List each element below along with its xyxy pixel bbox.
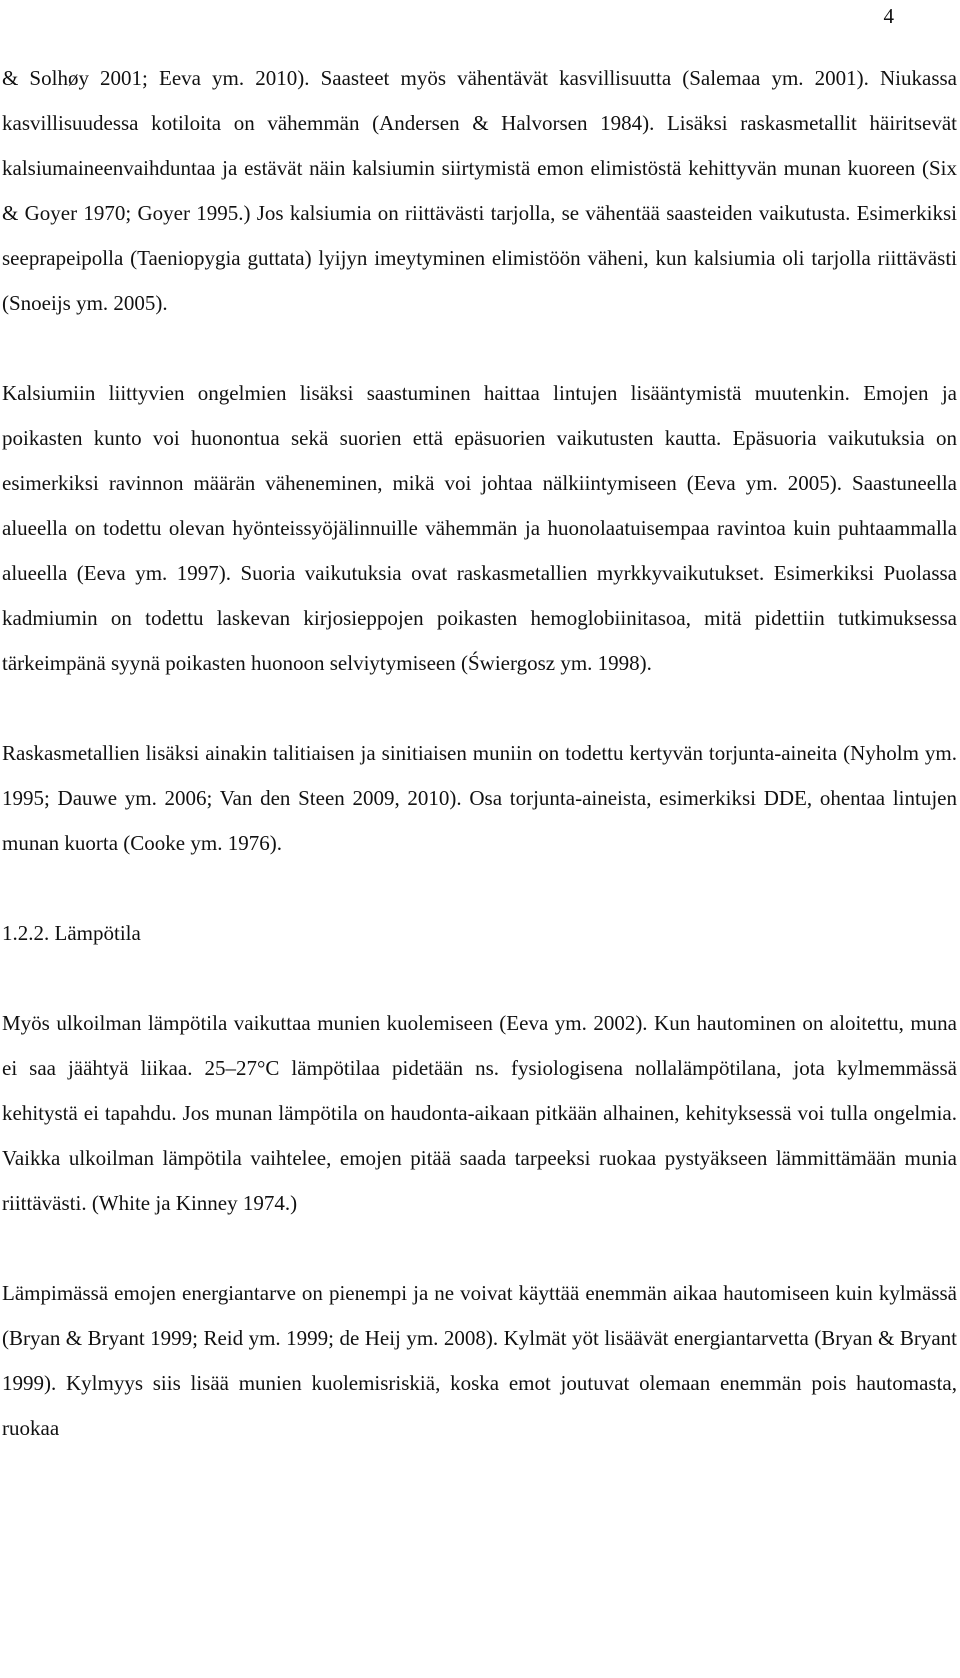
paragraph-gap [2, 686, 957, 731]
paragraph-calcium-pollution: & Solhøy 2001; Eeva ym. 2010). Saasteet myös vähentävät kasvillisuutta (Salemaa ym. 2001). Niukassa kasvillisuudessa kotiloita on vähemmän (Andersen & Halvorsen 1984). Lisäksi raskasmetallit häiritsevät kalsiumaineenvaihduntaa ja estävät näin kalsiumin siirtymistä emon elimistöstä kehittyvän munan kuoreen (Six & Goyer 1970; Goyer 1995.) Jos kalsiumia on riittävästi tarjolla, se vähentää saasteiden vaikutusta. Esimerkiksi seeprapeipolla (Taeniopygia guttata) lyijyn imeytyminen elimistöön väheni, kun kalsiumia oli tarjolla riittävästi (Snoeijs ym. 2005). [2, 66, 957, 315]
paragraph-indirect-direct-effects: Kalsiumiin liittyvien ongelmien lisäksi saastuminen haittaa lintujen lisääntymistä muutenkin. Emojen ja poikasten kunto voi huonontua sekä suorien että epäsuorien vaikutusten kautta. Epäsuoria vaikutuksia on esimerkiksi ravinnon määrän väheneminen, mikä voi johtaa nälkiintymiseen (Eeva ym. 2005). Saastuneella alueella on todettu olevan hyönteissyöjälinnuille vähemmän ja huonolaatuisempaa ravintoa kuin puhtaammalla alueella (Eeva ym. 1997). Suoria vaikutuksia ovat raskasmetallien myrkkyvaikutukset. Esimerkiksi Puolassa kadmiumin on todettu laskevan kirjosieppojen poikasten hemoglobiinitasoa, mitä pidettiin tutkimuksessa tärkeimpänä syynä poikasten huonoon selviytymiseen (Świergosz ym. 1998). [2, 381, 957, 675]
paragraph-energy-demand: Lämpimässä emojen energiantarve on pienempi ja ne voivat käyttää enemmän aikaa hautomiseen kuin kylmässä (Bryan & Bryant 1999; Reid ym. 1999; de Heij ym. 2008). Kylmät yöt lisäävät energiantarvetta (Bryan & Bryant 1999). Kylmyys siis lisää munien kuolemisriskiä, koska emot joutuvat olemaan enemmän pois hautomasta, ruokaa [2, 1281, 957, 1440]
page-body [2, 56, 957, 1451]
paragraph-gap [2, 956, 957, 1001]
page-number: 4 [883, 4, 894, 28]
paragraph-outdoor-temperature: Myös ulkoilman lämpötila vaikuttaa munien kuolemiseen (Eeva ym. 2002). Kun hautominen on aloitettu, muna ei saa jäähtyä liikaa. 25–27°C lämpötilaa pidetään ns. fysiologisena nollalämpötilana, jota kylmemmässä kehitystä ei tapahdu. Jos munan lämpötila on haudonta-aikaan pitkään alhainen, kehityksessä voi tulla ongelmia. Vaikka ulkoilman lämpötila vaihtelee, emojen pitää saada tarpeeksi ruokaa pystyäkseen lämmittämään munia riittävästi. (White ja Kinney 1974.) [2, 1011, 957, 1215]
section-heading-temperature: 1.2.2. Lämpötila [2, 921, 141, 945]
paragraph-gap [2, 326, 957, 371]
paragraph-gap [2, 866, 957, 911]
paragraph-pesticides: Raskasmetallien lisäksi ainakin talitiaisen ja sinitiaisen muniin on todettu kertyvän torjunta-aineita (Nyholm ym. 1995; Dauwe ym. 2006; Van den Steen 2009, 2010). Osa torjunta-aineista, esimerkiksi DDE, ohentaa lintujen munan kuorta (Cooke ym. 1976). [2, 741, 957, 855]
paragraph-gap [2, 1226, 957, 1271]
